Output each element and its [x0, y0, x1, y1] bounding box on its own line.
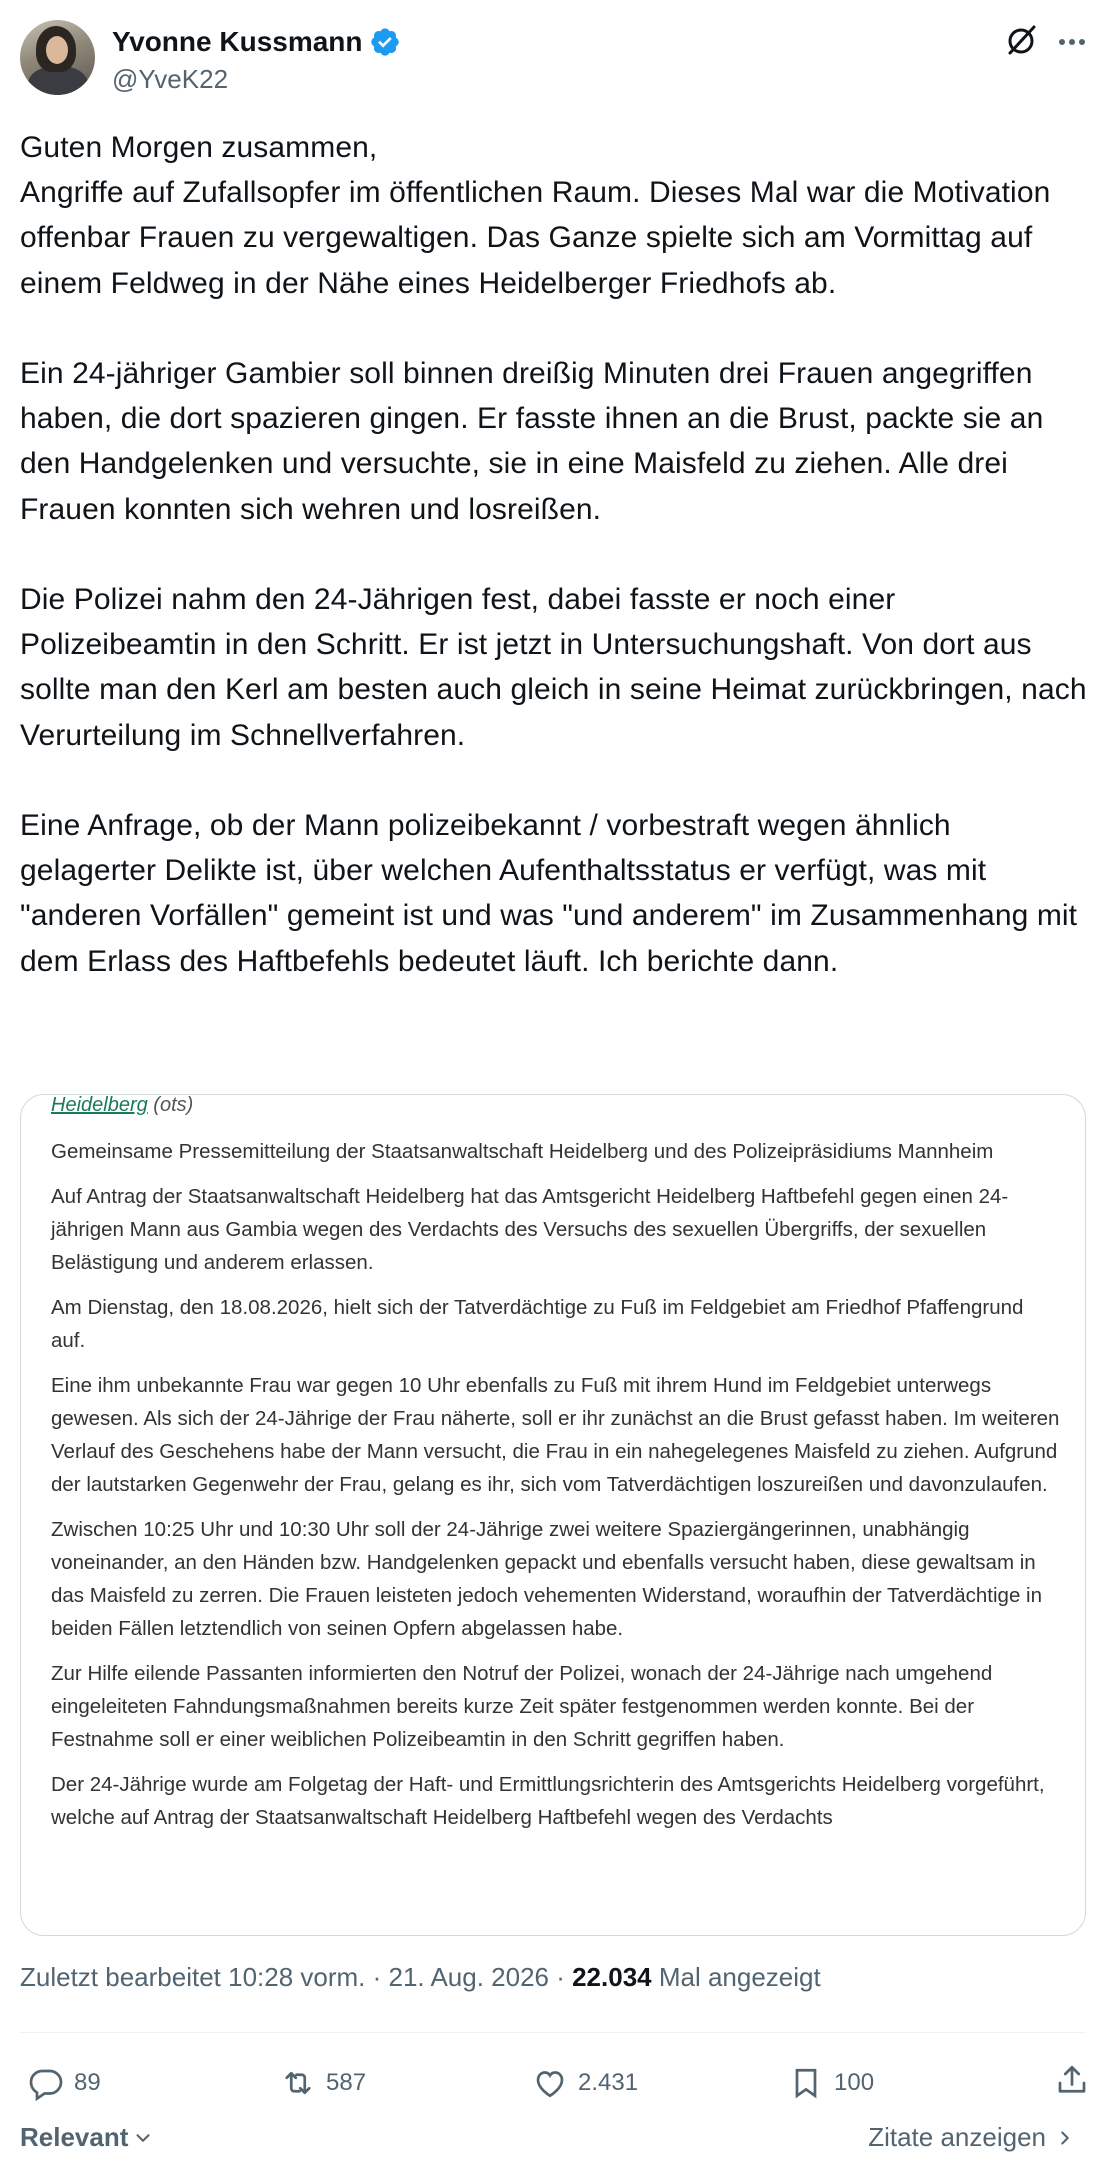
quotes-label: Zitate anzeigen: [868, 2122, 1046, 2152]
more-icon[interactable]: [1054, 24, 1090, 60]
author-handle[interactable]: @YveK22: [112, 64, 229, 94]
grok-icon[interactable]: [1002, 20, 1042, 60]
chevron-right-icon: [1054, 2127, 1076, 2149]
chevron-down-icon: [132, 2127, 154, 2149]
release-paragraph: Auf Antrag der Staatsanwaltschaft Heidelberg hat das Amtsgericht Heidelberg Haftbefehl gegen einen 24-jährigen Mann aus Gambia wegen des Verdachts des Versuchs des sexuellen Übergriffs, der sexuellen Belästigung und anderem erlassen.: [51, 1185, 1009, 1274]
bookmark-button[interactable]: [788, 2060, 874, 2106]
release-paragraph: Eine ihm unbekannte Frau war gegen 10 Uhr ebenfalls zu Fuß mit ihrem Hund im Feldgebiet unterwegs gewesen. Als sich der 24-Jährige der Frau näherte, soll er ihr zunächst an die Brust gefasst haben. Im weiteren Verlauf des Geschehens habe der Mann versucht, die Frau in ein nahegelegenes Maisfeld zu ziehen. Aufgrund der lautstarken Gegenwehr der Frau, gelang es ihr, sich vom Tatverdächtigen loszureißen und davonzulaufen.: [51, 1374, 1060, 1496]
reply-count: 89: [74, 2069, 101, 2096]
like-count: 2.431: [578, 2069, 639, 2096]
bookmark-count: 100: [834, 2069, 875, 2096]
bookmark-icon: [788, 2065, 824, 2101]
like-icon: [532, 2065, 568, 2101]
release-location-link: Heidelberg: [51, 1094, 148, 1116]
avatar[interactable]: [20, 20, 95, 95]
press-release-screenshot: [51, 1095, 1061, 1834]
repost-button[interactable]: [280, 2060, 366, 2106]
tweet-meta: [20, 1962, 821, 1993]
release-header: [51, 1094, 1061, 1119]
replies-footer: [20, 2118, 1090, 2158]
repost-icon: [280, 2065, 316, 2101]
tweet-header: [20, 20, 1090, 100]
repost-count: 587: [326, 2069, 367, 2096]
release-paragraph: Der 24-Jährige wurde am Folgetag der Haft- und Ermittlungsrichterin des Amtsgerichts Heidelberg vorgeführt, welche auf Antrag der Staatsanwaltschaft Heidelberg Haftbefehl wegen des Verdachts: [51, 1773, 1045, 1829]
release-source: (ots): [153, 1094, 194, 1116]
sort-dropdown[interactable]: [20, 2122, 154, 2153]
divider: [20, 2032, 1086, 2033]
edited-timestamp[interactable]: Zuletzt bearbeitet 10:28 vorm. · 21. Aug. 2026 ·: [20, 1962, 573, 1992]
sort-label: Relevant: [20, 2122, 129, 2152]
reply-icon: [28, 2065, 64, 2101]
author-display-name[interactable]: Yvonne Kussmann: [112, 26, 363, 57]
release-paragraph: Zur Hilfe eilende Passanten informierten den Notruf der Polizei, wonach der 24-Jährige nach umgehend eingeleiteten Fahndungsmaßnahmen bereits kurze Zeit später festgenommen werden konnte. Bei der Festnahme soll er einer weiblichen Polizeibeamtin in den Schritt gegriffen haben.: [51, 1662, 993, 1751]
reply-button[interactable]: [28, 2060, 101, 2106]
author-name-row: [112, 24, 401, 60]
views-count: 22.034: [572, 1962, 652, 1992]
like-button[interactable]: [532, 2060, 638, 2106]
attached-image[interactable]: [20, 1094, 1086, 1936]
release-paragraph: Am Dienstag, den 18.08.2026, hielt sich der Tatverdächtige zu Fuß im Feldgebiet am Friedhof Pfaffengrund auf.: [51, 1296, 1024, 1352]
share-button[interactable]: [1054, 2062, 1090, 2103]
action-bar: [20, 2060, 1090, 2106]
view-quotes-link[interactable]: [868, 2122, 1076, 2153]
share-icon: [1054, 2062, 1090, 2098]
verified-icon[interactable]: [369, 26, 401, 58]
release-paragraph: Zwischen 10:25 Uhr und 10:30 Uhr soll der 24-Jährige zwei weitere Spaziergängerinnen, unabhängig voneinander, an den Händen bzw. Handgelenken gepackt und ebenfalls versucht haben, diese gewaltsam in das Maisfeld zu zerren. Die Frauen leisteten jedoch vehementen Widerstand, woraufhin der Tatverdächtige in beiden Fällen letztendlich von seinen Opfern abgelassen habe.: [51, 1518, 1042, 1640]
tweet-text: Guten Morgen zusammen, Angriffe auf Zufallsopfer im öffentlichen Raum. Dieses Mal war die Motivation offenbar Frauen zu vergewaltigen. Das Ganze spielte sich am Vormittag auf einem Feldweg in der Nähe eines Heidelberger Friedhofs ab. Ein 24-jähriger Gambier soll binnen dreißig Minuten drei Frauen angegriffen haben, die dort spazieren gingen. Er fasste ihnen an die Brust, packte sie an den Handgelenken und versuchte, sie in eine Maisfeld zu ziehen. Alle drei Frauen konnten sich wehren und losreißen. Die Polizei nahm den 24-Jährigen fest, dabei fasste er noch einer Polizeibeamtin in den Schritt. Er ist jetzt in Untersuchungshaft. Von dort aus sollte man den Kerl am besten auch gleich in seine Heimat zurückbringen, nach Verurteilung im Schnellverfahren. Eine Anfrage, ob der Mann polizeibekannt / vorbestraft wegen ähnlich gelagerter Delikte ist, über welchen Aufenthaltsstatus er verfügt, was mit "anderen Vorfällen" gemeint ist und was "und anderem" im Zusammenhang mit dem Erlass des Haftbefehls bedeutet läuft. Ich berichte dann.: [20, 131, 1087, 978]
release-paragraph: Gemeinsame Pressemitteilung der Staatsanwaltschaft Heidelberg und des Polizeipräsidiums Mannheim: [51, 1140, 994, 1163]
views-label: Mal angezeigt: [651, 1962, 821, 1992]
